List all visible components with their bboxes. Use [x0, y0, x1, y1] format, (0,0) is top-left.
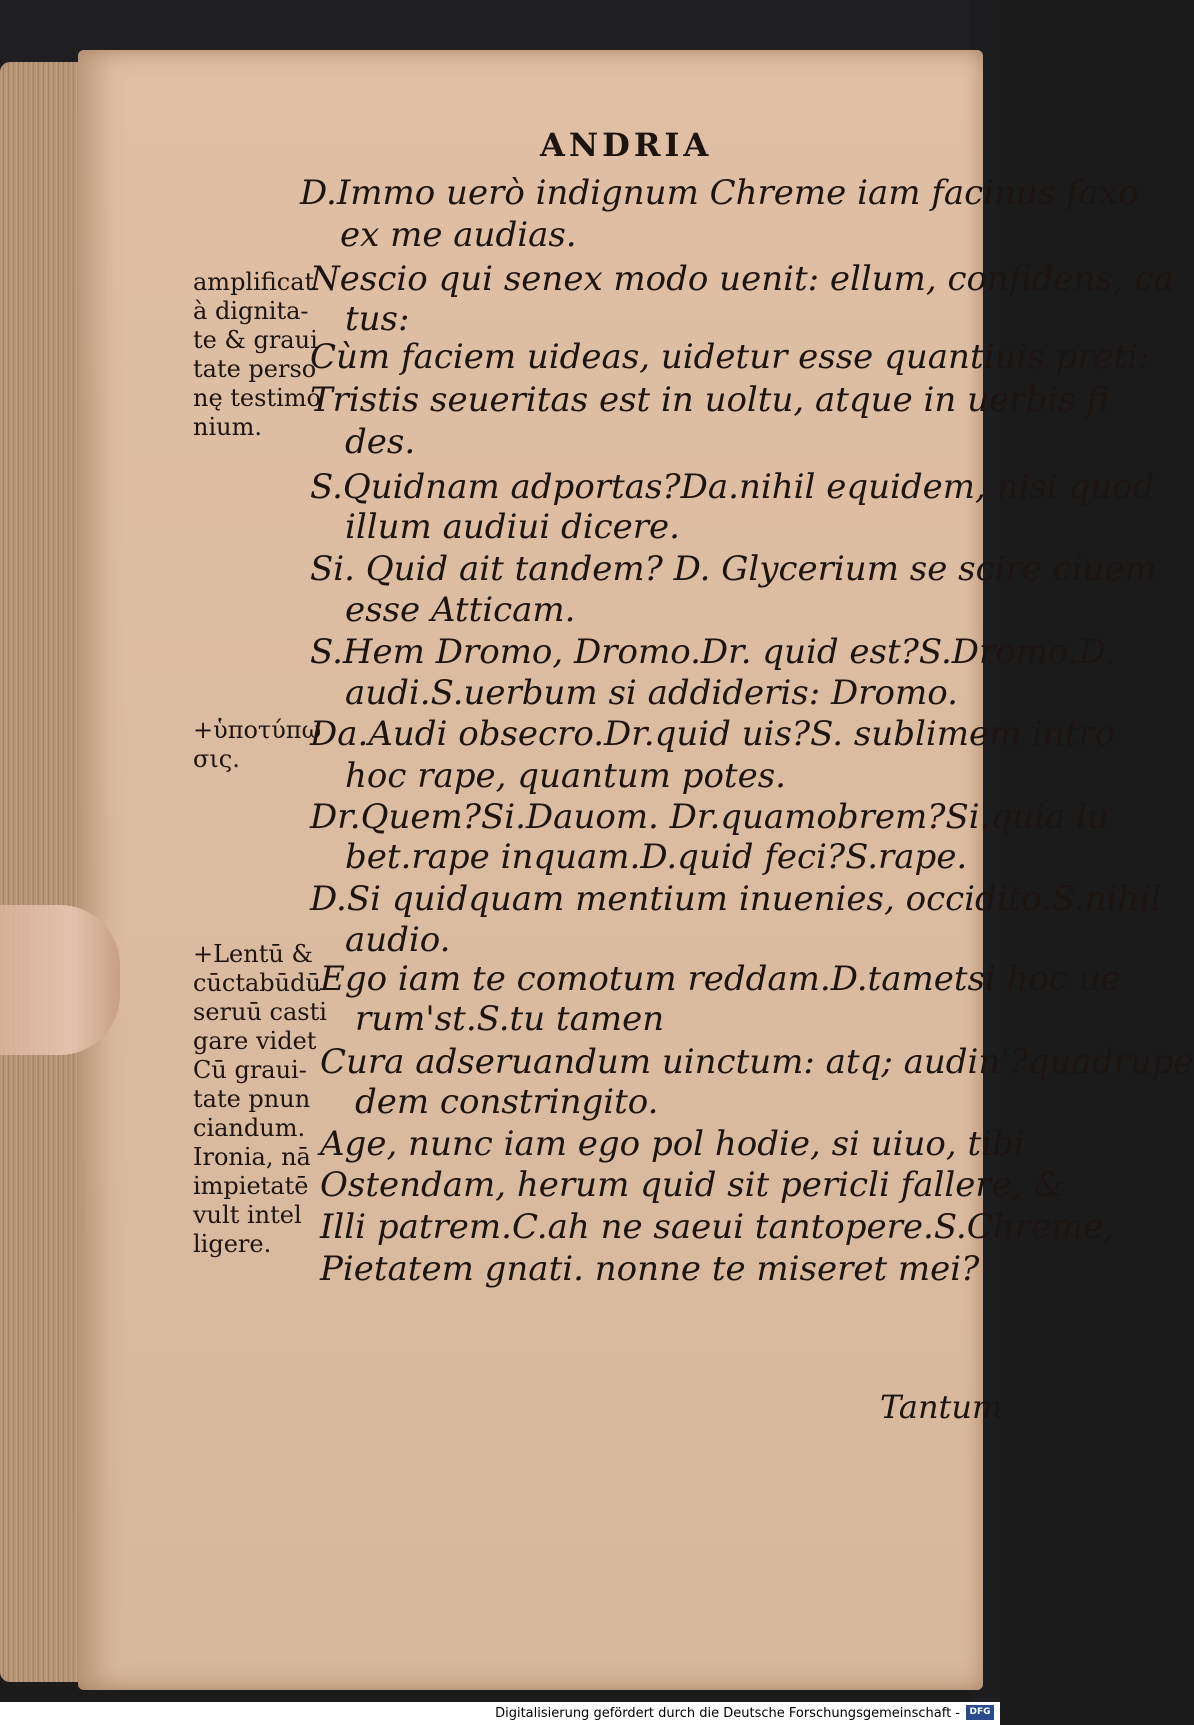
text-line: audi.S.uerbum si addideris: Dromo.	[345, 673, 958, 713]
text-line: Tristis seueritas est in uoltu, atque in uerbis fi	[310, 380, 1109, 420]
text-line: esse Atticam.	[345, 590, 576, 630]
catchword: Tantum	[880, 1388, 1003, 1426]
text-line: Si. Quid ait tandem? D. Glycerium se scire ciuem	[310, 549, 1157, 589]
text-line: S.Hem Dromo, Dromo.Dr. quid est?S.Dromo.D.	[310, 632, 1116, 672]
text-line: D.Immo uerò indignum Chreme iam facinus faxo	[300, 173, 1139, 213]
text-line: Dr.Quem?Si.Dauom. Dr.quamobrem?Si.quia lu	[310, 797, 1109, 837]
text-line: ex me audias.	[340, 215, 577, 255]
text-line: Illi patrem.C.ah ne saeui tantopere.S.Chreme,	[320, 1207, 1115, 1247]
footer-text: Digitalisierung gefördert durch die Deutsche Forschungsgemeinschaft -	[495, 1706, 960, 1721]
text-line: audio.	[345, 920, 451, 960]
text-line: hoc rape, quantum potes.	[345, 756, 786, 796]
text-line: Cura adseruandum uinctum: atq; audin'?quadrupe	[320, 1042, 1194, 1082]
margin-gloss: amplificat à dignita- te & graui tate perso nę testimo nium.	[193, 268, 321, 441]
text-line: Cùm faciem uideas, uidetur esse quantiuis preti:	[310, 337, 1150, 377]
text-line: Pietatem gnati. nonne te miseret mei?	[320, 1249, 980, 1289]
margin-gloss: +Lentū & cūctabūdū seruū casti gare videt Cū graui- tate pnun ciandum. Ironia, nā impietatē vult intel ligere.	[193, 940, 327, 1258]
dfg-logo: DFG	[966, 1705, 994, 1720]
digitization-footer	[0, 1702, 1000, 1725]
text-line: dem constringito.	[355, 1082, 659, 1122]
text-line: Da.Audi obsecro.Dr.quid uis?S. sublimem intro	[310, 714, 1116, 754]
text-line: S.Quidnam adportas?Da.nihil equidem, nisi quod	[310, 467, 1155, 507]
text-line: illum audiui dicere.	[345, 507, 680, 547]
text-line: Nescio qui senex modo uenit: ellum, confidens, ca	[310, 259, 1174, 299]
margin-gloss: +ὑποτύπω σις.	[193, 716, 322, 773]
text-line: Ego iam te comotum reddam.D.tametsi hoc ue	[320, 959, 1121, 999]
text-line: bet.rape inquam.D.quid feci?S.rape.	[345, 837, 968, 877]
text-line: Ostendam, herum quid sit pericli fallere, &	[320, 1165, 1064, 1205]
running-head: ANDRIA	[540, 126, 713, 164]
text-line: rum'st.S.tu tamen	[355, 999, 665, 1039]
text-line: des.	[345, 422, 416, 462]
text-line: Age, nunc iam ego pol hodie, si uiuo, tibi	[320, 1124, 1025, 1164]
text-line: D.Si quidquam mentium inuenies, occidito.S.nihil	[310, 879, 1162, 919]
text-line: tus:	[345, 299, 410, 339]
